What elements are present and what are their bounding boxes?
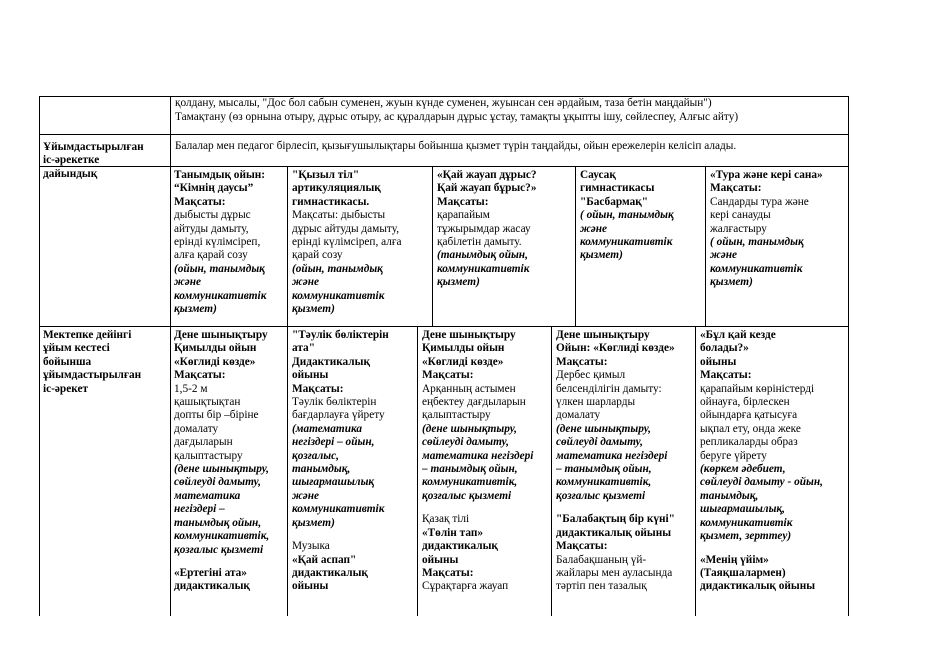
cell-divider bbox=[695, 326, 696, 616]
cell-title: Танымдық ойын: “Кімнің даусы” bbox=[174, 169, 266, 195]
schedule-table bbox=[39, 96, 849, 616]
cell-body: Сандарды тура және кері санауды жалғастыру bbox=[710, 195, 809, 235]
cell-tags: (ойын, танымдық және коммуникативтік қызмет) bbox=[174, 262, 267, 316]
row1-line1: қолдану, мысалы, "Дос бол сабын суменен, жуын күнде суменен, жуынсан сен әрдайым, таза бетін маңдайын") bbox=[175, 97, 712, 109]
cell-body-2: Сұрақтарға жауап bbox=[422, 580, 509, 593]
label-column-divider bbox=[170, 96, 171, 616]
cell-divider bbox=[705, 166, 706, 326]
cell-heading: Дене шынықтыру Қимылды ойын «Көглиді көзде» Мақсаты: bbox=[422, 329, 516, 382]
cell-heading: "Тәулік бөліктерін ата" Дидактикалық ойыны Мақсаты: bbox=[292, 329, 389, 395]
cell-tags: ( ойын, танымдық және коммуникативтік қызмет) bbox=[710, 236, 804, 289]
cell-body: қарапайым көріністерді ойнауға, бірлескен ойындарға қатысуға ықпал ету, онда жеке репликаларды образ беруге үйрету bbox=[700, 382, 815, 462]
cell-tags: (математика негіздері – ойын, қозғалыс, танымдық, шығармашылық және коммуникативтік қызмет) bbox=[292, 422, 385, 529]
cell-title: «Тура және кері сана» Мақсаты: bbox=[710, 169, 823, 195]
cell-body: қарапайым тұжырымдар жасау қабілетін дамыту. bbox=[437, 209, 531, 249]
cell-tags: ( ойын, танымдық және коммуникативтік қызмет) bbox=[580, 209, 674, 262]
cell-divider bbox=[287, 166, 288, 326]
table-border-right bbox=[848, 96, 849, 616]
cell-heading-2: «Қай аспап" дидактикалық ойыны bbox=[292, 553, 368, 593]
cell-tags: (ойын, танымдық және коммуникативтік қызмет) bbox=[292, 262, 385, 316]
row4-cell-1 bbox=[174, 329, 286, 615]
cell-tags: (дене шынықтыру, сөйлеуді дамыту, математика негіздері – танымдық ойын, коммуникативтік, қозғалыс қызметі bbox=[556, 422, 668, 502]
cell-tags: (көркем әдебиет, сөйлеуді дамыту - ойын, танымдық, шығармашылық, коммуникативтік қызмет, зерттеу) bbox=[700, 463, 823, 543]
cell-subject: Қазақ тілі bbox=[422, 513, 470, 526]
cell-heading-2: «Менің үйім» (Таяқшалармен) дидактикалық ойыны bbox=[700, 553, 816, 593]
row4-cell-5 bbox=[700, 329, 847, 615]
row2-text: Балалар мен педагог бірлесіп, қызығушылықтары бойынша қызмет түрін таңдайды, ойын ережелерін келісіп алады. bbox=[175, 140, 737, 152]
cell-body: дыбысты дұрыс айтуды дамыту, еріндi күлімсіреп, алға қарай созу bbox=[174, 209, 261, 262]
row1-line2: Тамақтану (өз орнына отыру, дұрыс отыру, ас құралдарын дұрыс ұстау, тамақты ұқыпты ішу, сөйлеспеу, Алғыс айту) bbox=[175, 111, 739, 123]
cell-divider bbox=[417, 326, 418, 616]
cell-heading: Дене шынықтыру Ойын: «Көглиді көзде» Мақсаты: bbox=[556, 329, 675, 368]
table-border-left bbox=[39, 96, 40, 616]
cell-title: "Қызыл тіл" артикуляциялық гимнастикасы. bbox=[292, 169, 381, 208]
cell-divider bbox=[287, 326, 288, 616]
row4-cell-4 bbox=[556, 329, 694, 615]
cell-title: «Қай жауап дұрыс? Қай жауап бұрыс?» Мақсаты: bbox=[437, 169, 537, 208]
cell-heading-2: «Ертегіні ата» дидактикалық bbox=[174, 566, 250, 593]
cell-divider bbox=[551, 326, 552, 616]
cell-heading-2: «Төлін тап» дидактикалық ойыны Мақсаты: bbox=[422, 526, 498, 579]
cell-tags: (танымдық ойын, коммуникативтік қызмет) bbox=[437, 249, 530, 289]
cell-title: Саусақ гимнастикасы "Басбармақ" bbox=[580, 169, 655, 208]
cell-tags: (дене шынықтыру, сөйлеуді дамыту, математика негіздері – танымдық ойын, коммуникативтік, қозғалыс қызметі bbox=[422, 422, 534, 502]
row3-cell-4 bbox=[580, 169, 704, 325]
row2-label: Ұйымдастырылған іс-әрекетке дайындық bbox=[43, 141, 144, 180]
cell-divider bbox=[432, 166, 433, 326]
cell-body: 1,5-2 м қашықтықтан допты бір –біріне домалату дағдыларын қалыптастыру bbox=[174, 382, 259, 462]
cell-subtitle: Мақсаты: bbox=[174, 195, 226, 208]
cell-subject: Музыка bbox=[292, 540, 330, 553]
row4-label: Мектепке дейінгі ұйым кестесі бойынша ұйымдастырылған іс-әрекет bbox=[43, 329, 142, 395]
cell-body: Дербес қимыл белсенділігін дамыту: үлкен шарларды домалату bbox=[556, 369, 662, 422]
row3-cell-1 bbox=[174, 169, 286, 325]
cell-heading: «Бұл қай кезде болады?» ойыны Мақсаты: bbox=[700, 329, 776, 382]
cell-heading: Дене шынықтыру Қимылды ойын «Көглиді көзде» Мақсаты: bbox=[174, 329, 268, 382]
row3-cell-5 bbox=[710, 169, 847, 325]
cell-body: Арқанның астымен еңбектеу дағдыларын қалыптастыру bbox=[422, 382, 526, 422]
row4-cell-2 bbox=[292, 329, 416, 615]
cell-tags: (дене шынықтыру, сөйлеуді дамыту, математика негіздері – танымдық ойын, коммуникативтік, қозғалыс қызметі bbox=[174, 463, 270, 556]
cell-heading-2: "Балабақтың бір күні" дидактикалық ойыны Мақсаты: bbox=[556, 513, 675, 553]
row3-cell-2 bbox=[292, 169, 431, 325]
row3-cell-3 bbox=[437, 169, 574, 325]
row-divider bbox=[39, 134, 849, 135]
cell-body-2: Балабақшаның үй- жайлары мен ауласында тәртіп пен тазалық bbox=[556, 553, 673, 593]
cell-divider bbox=[575, 166, 576, 326]
row-divider bbox=[39, 326, 849, 327]
cell-body: Тәулік бөліктерін бағдарлауға үйрету bbox=[292, 396, 385, 422]
cell-body: Мақсаты: дыбысты дұрыс айтуды дамыту, еріндi күлімсіреп, алға қарай созу bbox=[292, 209, 402, 262]
row4-cell-3 bbox=[422, 329, 550, 615]
